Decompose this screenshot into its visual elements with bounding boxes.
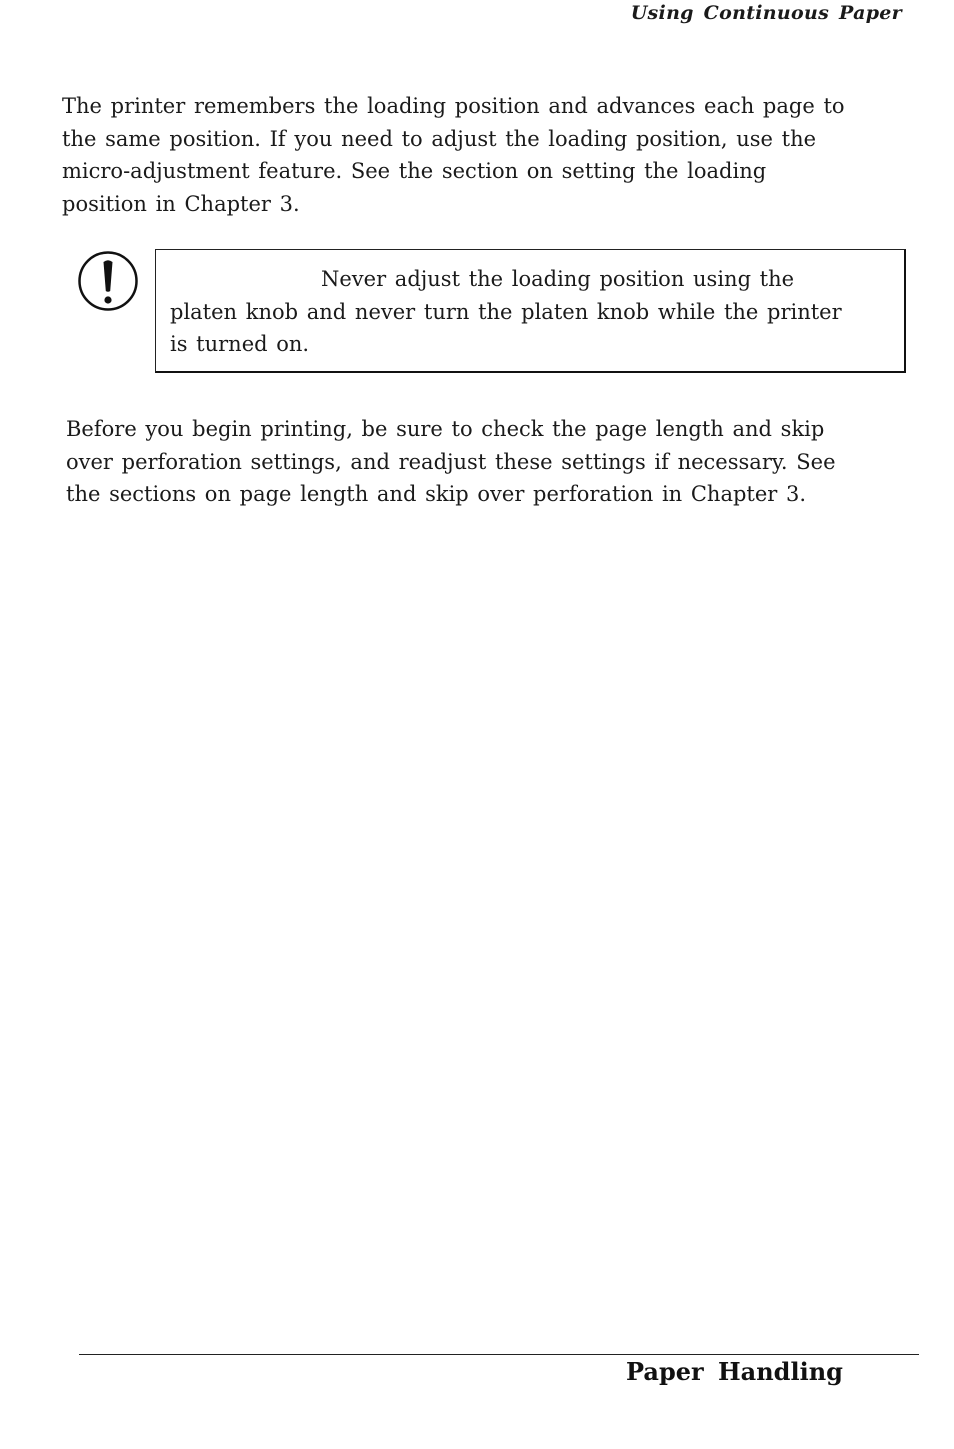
paragraph-line: over perforation settings, and readjust these settings if necessary. See	[66, 449, 836, 474]
running-header: Using Continuous Paper	[630, 2, 902, 24]
paragraph-line: Before you begin printing, be sure to check the page length and skip	[66, 417, 825, 441]
paragraph-line: the same position. If you need to adjust the loading position, use the	[62, 126, 817, 151]
paragraph-page-length	[66, 413, 896, 511]
caution-line: is turned on.	[170, 332, 310, 356]
paragraph-loading-position	[62, 90, 892, 220]
paragraph-line: position in Chapter 3.	[62, 191, 300, 216]
exclamation-circle-icon	[77, 250, 141, 314]
paragraph-line: the sections on page length and skip over perforation in Chapter 3.	[66, 482, 807, 506]
caution-box	[155, 249, 906, 373]
caution-line: Never adjust the loading position using the	[321, 267, 795, 291]
paragraph-line: micro-adjustment feature. See the section on setting the loading	[62, 159, 767, 183]
footer-rule	[79, 1354, 919, 1355]
caution-text	[170, 263, 842, 361]
caution-line: platen knob and never turn the platen knob while the printer	[170, 299, 842, 324]
paragraph-line: The printer remembers the loading position and advances each page to	[62, 94, 845, 118]
footer-section-title: Paper Handling	[626, 1357, 843, 1386]
